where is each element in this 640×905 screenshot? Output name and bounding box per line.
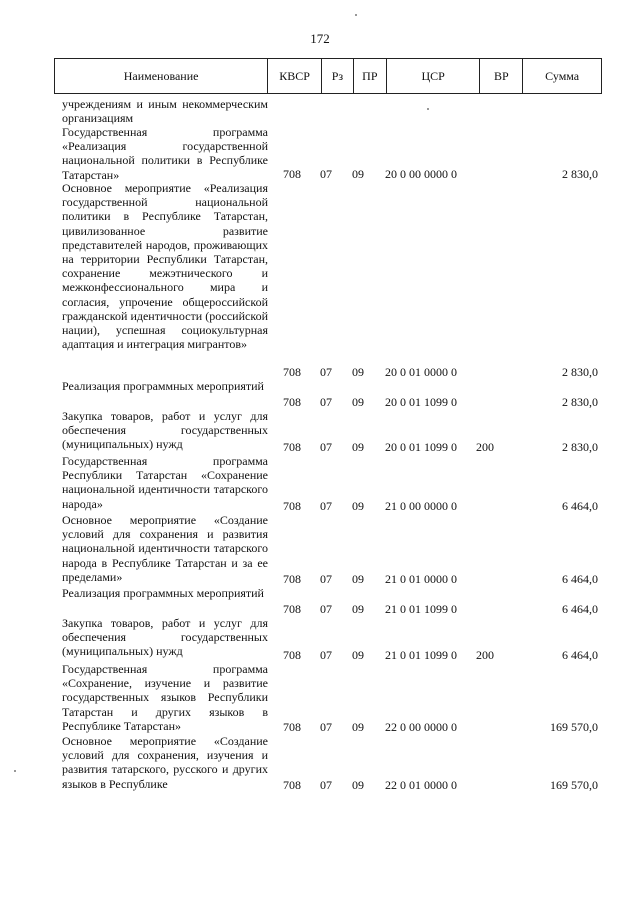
row-pr: 09: [352, 439, 364, 454]
row-sum: 2 830,0: [562, 394, 598, 409]
row-pr: 09: [352, 719, 364, 734]
row-sum: 6 464,0: [562, 601, 598, 616]
row-kvsr: 708: [283, 166, 301, 181]
header-sum: Сумма: [545, 68, 580, 83]
row-sum: 2 830,0: [562, 166, 598, 181]
scan-speck: [355, 14, 357, 16]
row-pr: 09: [352, 498, 364, 513]
row-kvsr: 708: [283, 394, 301, 409]
row-rz: 07: [320, 647, 332, 662]
row-pr: 09: [352, 394, 364, 409]
row-sum: 2 830,0: [562, 364, 598, 379]
scan-speck: [14, 770, 16, 772]
row-rz: 07: [320, 439, 332, 454]
row-rz: 07: [320, 601, 332, 616]
row-kvsr: 708: [283, 364, 301, 379]
header-pr: ПР: [354, 59, 387, 93]
row-pr: 09: [352, 571, 364, 586]
row-csr: 20 0 00 0000 0: [385, 166, 457, 181]
table-row: [54, 586, 602, 616]
scan-speck: [427, 108, 429, 110]
row-csr: 21 0 01 0000 0: [385, 571, 457, 586]
row-csr: 22 0 00 0000 0: [385, 719, 457, 734]
table-row: [54, 454, 602, 513]
row-kvsr: 708: [283, 777, 301, 792]
page-number: 172: [310, 31, 330, 46]
header-csr: ЦСР: [387, 59, 481, 93]
table-row: [54, 513, 602, 586]
row-csr: 20 0 01 1099 0: [385, 439, 457, 454]
row-name: Основное мероприятие «Создание условий для сохранения, изучения и развития татарского, русского и других языков в Республике: [62, 734, 268, 791]
header-kvsr: КВСР: [268, 59, 322, 93]
row-rz: 07: [320, 364, 332, 379]
row-csr: 20 0 01 0000 0: [385, 364, 457, 379]
row-kvsr: 708: [283, 601, 301, 616]
row-csr: 22 0 01 0000 0: [385, 777, 457, 792]
row-csr: 21 0 01 1099 0: [385, 601, 457, 616]
header-name: Наименование: [55, 59, 268, 93]
row-rz: 07: [320, 166, 332, 181]
row-kvsr: 708: [283, 647, 301, 662]
row-pr: 09: [352, 166, 364, 181]
row-csr: 20 0 01 1099 0: [385, 394, 457, 409]
table-row: [54, 662, 602, 734]
row-kvsr: 708: [283, 439, 301, 454]
row-pr: 09: [352, 777, 364, 792]
row-name: Основное мероприятие «Создание условий для сохранения и развития национальной идентичности татарского народа в Республике Татарстан и за ее пределами»: [62, 513, 268, 584]
table-row: [54, 734, 602, 792]
table-header: [54, 58, 602, 94]
row-sum: 6 464,0: [562, 498, 598, 513]
row-csr: 21 0 01 1099 0: [385, 647, 457, 662]
table-row: [54, 125, 602, 181]
row-name: Государственная программа «Реализация государственной национальной политики в Республике Татарстан»: [62, 125, 268, 182]
row-sum: 6 464,0: [562, 571, 598, 586]
row-name: Основное мероприятие «Реализация государственной национальной политики в Республике Татарстан, цивилизованное развитие представителей народов, проживающих на территории Республики Татарстан, сохранение межэтнического и межконфессионального мира и согласия, упрочение общероссийской гражданской идентичности (российской нации), успешная социокультурная адаптация и интеграция мигрантов»: [62, 181, 268, 352]
table-row: [54, 379, 602, 409]
row-rz: 07: [320, 571, 332, 586]
row-kvsr: 708: [283, 571, 301, 586]
row-pr: 09: [352, 647, 364, 662]
row-rz: 07: [320, 498, 332, 513]
table-row: [54, 97, 602, 125]
row-name: Государственная программа «Сохранение, изучение и развитие государственных языков Республики Татарстан и других языков в Республике Татарстан»: [62, 662, 268, 733]
row-csr: 21 0 00 0000 0: [385, 498, 457, 513]
row-pr: 09: [352, 601, 364, 616]
row-sum: 6 464,0: [562, 647, 598, 662]
row-name: учреждениям и иным некоммерческим организациям: [62, 97, 268, 126]
row-vr: 200: [476, 439, 494, 454]
row-sum: 169 570,0: [550, 719, 598, 734]
row-sum: 169 570,0: [550, 777, 598, 792]
row-sum: 2 830,0: [562, 439, 598, 454]
row-rz: 07: [320, 394, 332, 409]
row-kvsr: 708: [283, 498, 301, 513]
header-rz: Рз: [322, 59, 354, 93]
table-row: [54, 409, 602, 454]
row-name: Закупка товаров, работ и услуг для обеспечения государственных (муниципальных) нужд: [62, 616, 268, 659]
header-vr: ВР: [480, 59, 523, 93]
row-kvsr: 708: [283, 719, 301, 734]
row-name: Государственная программа Республики Татарстан «Сохранение национальной идентичности татарского народа»: [62, 454, 268, 511]
row-rz: 07: [320, 719, 332, 734]
row-name: Реализация программных мероприятий: [62, 586, 264, 600]
table-row: [54, 181, 602, 379]
row-rz: 07: [320, 777, 332, 792]
table-body: [54, 97, 602, 792]
row-pr: 09: [352, 364, 364, 379]
row-name: Реализация программных мероприятий: [62, 379, 264, 393]
table-row: [54, 616, 602, 662]
row-vr: 200: [476, 647, 494, 662]
row-name: Закупка товаров, работ и услуг для обеспечения государственных (муниципальных) нужд: [62, 409, 268, 452]
